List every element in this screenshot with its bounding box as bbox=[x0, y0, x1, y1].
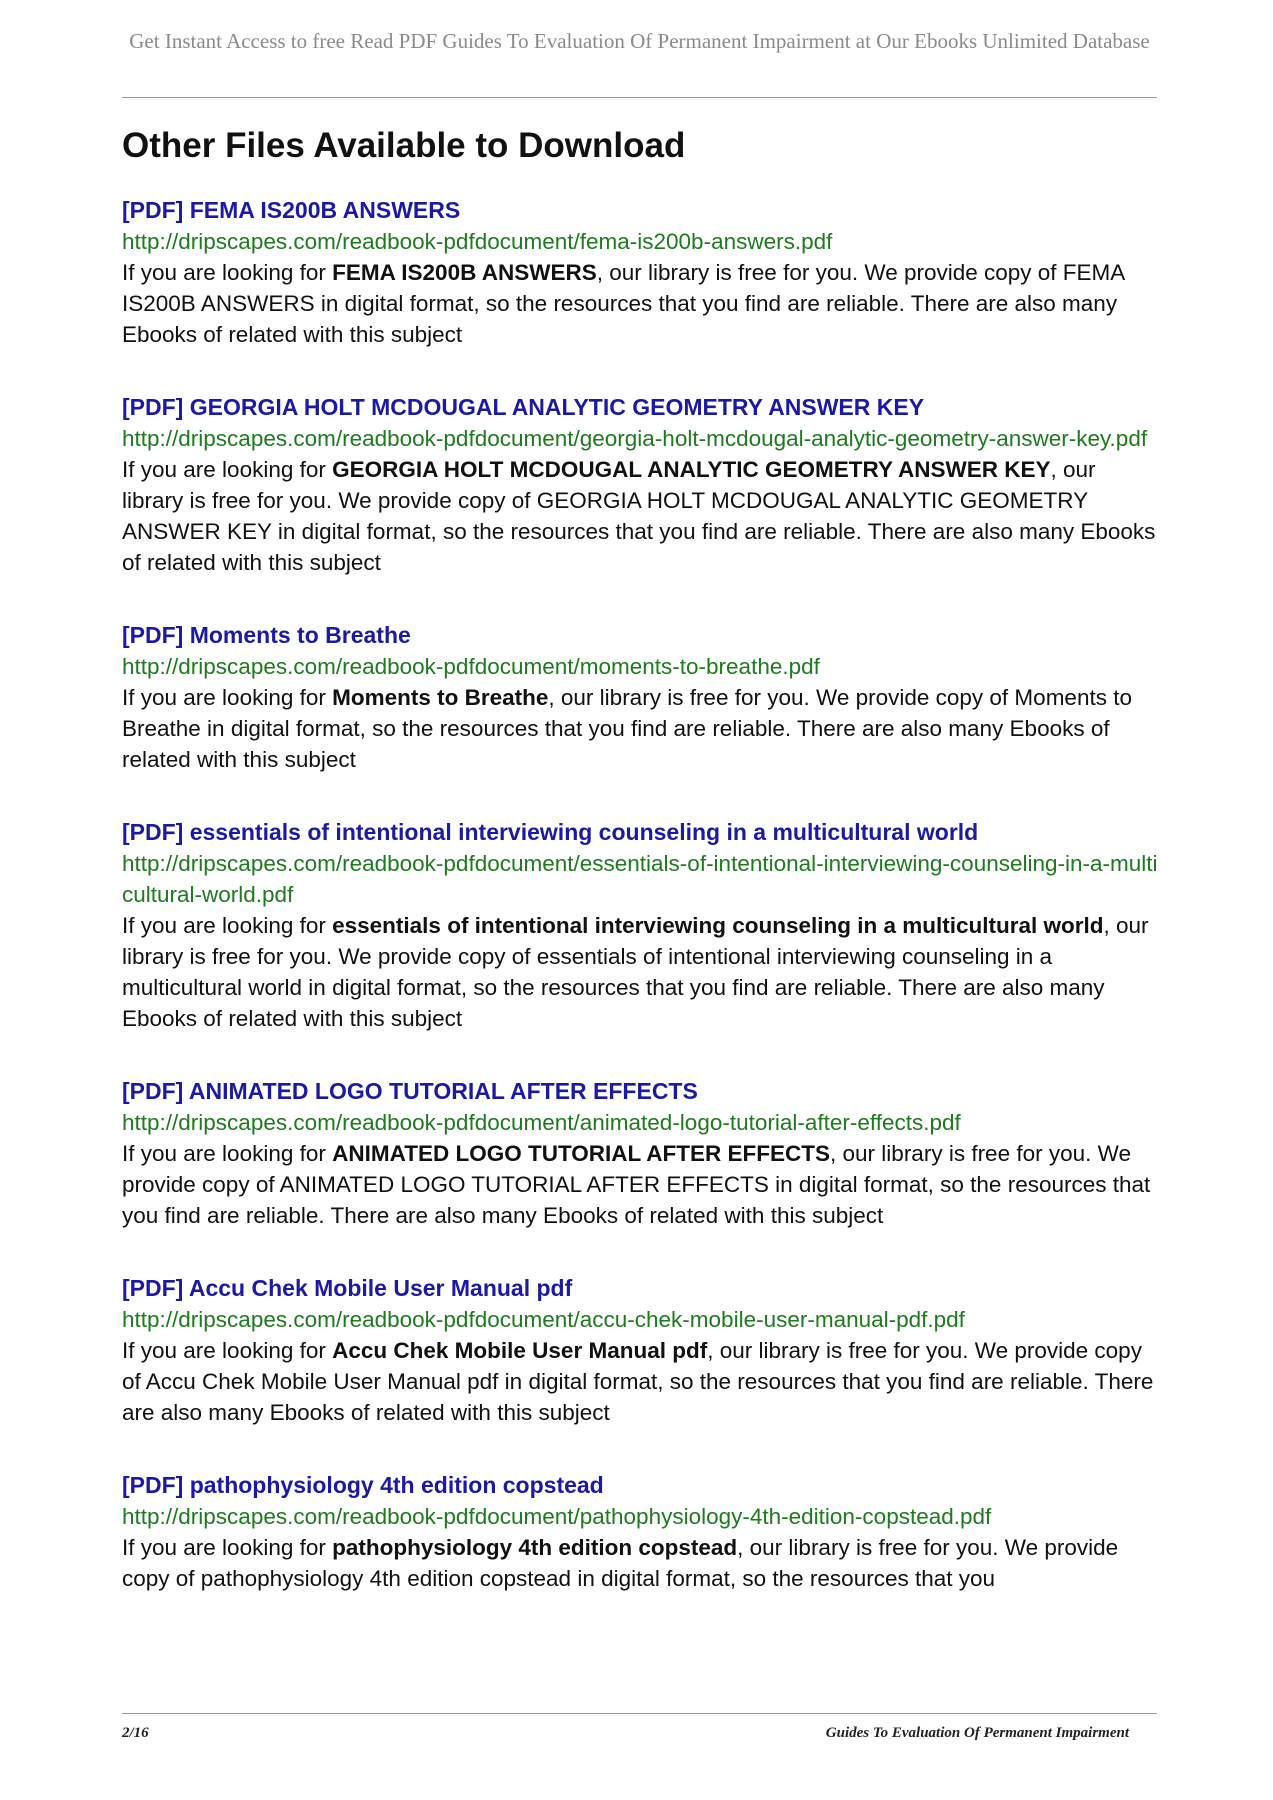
desc-suffix: , our library is free for you. We provide copy of FEMA IS200B ANSWERS in digital format, so the resources that you find are reliable. There are also many Ebooks of related with this subject bbox=[122, 260, 1125, 347]
page-title: Other Files Available to Download bbox=[122, 126, 686, 165]
entry-title-link[interactable]: [PDF] essentials of intentional interviewing counseling in a multicultural world bbox=[122, 819, 979, 845]
running-header: Get Instant Access to free Read PDF Guides To Evaluation Of Permanent Impairment at Our Ebooks Unlimited Database bbox=[129, 29, 1150, 53]
desc-suffix: , our library is free for you. We provide copy of GEORGIA HOLT MCDOUGAL ANALYTIC GEOMETRY ANSWER KEY in digital format, so the resources that you find are reliable. There are also many Ebooks of related with this subject bbox=[122, 457, 1156, 575]
desc-bold-title: FEMA IS200B ANSWERS bbox=[332, 260, 597, 285]
desc-suffix: , our library is free for you. We provide copy of Moments to Breathe in digital format, so the resources that you find are reliable. There are also many Ebooks of related with this subject bbox=[122, 685, 1132, 772]
desc-prefix: If you are looking for bbox=[122, 685, 333, 710]
desc-bold-title: pathophysiology 4th edition copstead bbox=[332, 1535, 738, 1560]
desc-bold-title: GEORGIA HOLT MCDOUGAL ANALYTIC GEOMETRY ANSWER KEY bbox=[332, 457, 1051, 482]
file-entry bbox=[122, 392, 1162, 578]
entry-description bbox=[122, 257, 1162, 350]
entry-url-link[interactable]: http://dripscapes.com/readbook-pdfdocument/fema-is200b-answers.pdf bbox=[122, 229, 833, 254]
entry-description bbox=[122, 910, 1162, 1034]
file-entry bbox=[122, 620, 1162, 775]
desc-suffix: , our library is free for you. We provide copy of essentials of intentional interviewing counseling in a multicultural world in digital format, so the resources that you find are reliable. There are also many Ebooks of related with this subject bbox=[122, 913, 1149, 1031]
desc-bold-title: ANIMATED LOGO TUTORIAL AFTER EFFECTS bbox=[332, 1141, 831, 1166]
entry-url-link[interactable]: http://dripscapes.com/readbook-pdfdocument/moments-to-breathe.pdf bbox=[122, 654, 820, 679]
entry-title-link[interactable]: [PDF] GEORGIA HOLT MCDOUGAL ANALYTIC GEOMETRY ANSWER KEY bbox=[122, 394, 925, 420]
file-entry bbox=[122, 1470, 1162, 1594]
entry-url-link[interactable]: http://dripscapes.com/readbook-pdfdocument/pathophysiology-4th-edition-copstead.pdf bbox=[122, 1504, 992, 1529]
file-list bbox=[122, 195, 1162, 1636]
entry-description bbox=[122, 1532, 1162, 1594]
entry-title-link[interactable]: [PDF] Accu Chek Mobile User Manual pdf bbox=[122, 1275, 573, 1301]
file-entry bbox=[122, 195, 1162, 350]
entry-description bbox=[122, 682, 1162, 775]
desc-bold-title: essentials of intentional interviewing counseling in a multicultural world bbox=[332, 913, 1104, 938]
entry-title-link[interactable]: [PDF] ANIMATED LOGO TUTORIAL AFTER EFFECTS bbox=[122, 1078, 698, 1104]
desc-prefix: If you are looking for bbox=[122, 1141, 333, 1166]
entry-url-link[interactable]: http://dripscapes.com/readbook-pdfdocument/georgia-holt-mcdougal-analytic-geometry-answer-key.pdf bbox=[122, 426, 1148, 451]
entry-url-link[interactable]: http://dripscapes.com/readbook-pdfdocument/animated-logo-tutorial-after-effects.pdf bbox=[122, 1110, 961, 1135]
entry-description bbox=[122, 1335, 1162, 1428]
entry-url-link[interactable]: http://dripscapes.com/readbook-pdfdocument/essentials-of-intentional-interviewing-counseling-in-a-multicultural-world.pdf bbox=[122, 851, 1158, 907]
desc-prefix: If you are looking for bbox=[122, 260, 333, 285]
desc-bold-title: Moments to Breathe bbox=[332, 685, 549, 710]
file-entry bbox=[122, 1273, 1162, 1428]
entry-title-link[interactable]: [PDF] pathophysiology 4th edition copstead bbox=[122, 1472, 604, 1498]
entry-title-link[interactable]: [PDF] FEMA IS200B ANSWERS bbox=[122, 197, 461, 223]
file-entry bbox=[122, 817, 1162, 1034]
file-entry bbox=[122, 1076, 1162, 1231]
desc-suffix: , our library is free for you. We provide copy of ANIMATED LOGO TUTORIAL AFTER EFFECTS in digital format, so the resources that you find are reliable. There are also many Ebooks of related with this subject bbox=[122, 1141, 1151, 1228]
footer-doc-title: Guides To Evaluation Of Permanent Impairment bbox=[825, 1725, 1129, 1741]
entry-title-link[interactable]: [PDF] Moments to Breathe bbox=[122, 622, 411, 648]
header-divider bbox=[122, 97, 1157, 98]
desc-suffix: , our library is free for you. We provide copy of Accu Chek Mobile User Manual pdf in digital format, so the resources that you find are reliable. There are also many Ebooks of related with this subject bbox=[122, 1338, 1154, 1425]
entry-description bbox=[122, 1138, 1162, 1231]
entry-url-link[interactable]: http://dripscapes.com/readbook-pdfdocument/accu-chek-mobile-user-manual-pdf.pdf bbox=[122, 1307, 965, 1332]
desc-prefix: If you are looking for bbox=[122, 1338, 333, 1363]
desc-prefix: If you are looking for bbox=[122, 1535, 333, 1560]
page-number: 2/16 bbox=[122, 1725, 149, 1741]
footer-divider bbox=[122, 1713, 1157, 1714]
desc-suffix: , our library is free for you. We provide copy of pathophysiology 4th edition copstead in digital format, so the resources that you bbox=[122, 1535, 1119, 1591]
desc-prefix: If you are looking for bbox=[122, 913, 333, 938]
desc-prefix: If you are looking for bbox=[122, 457, 333, 482]
entry-description bbox=[122, 454, 1162, 578]
desc-bold-title: Accu Chek Mobile User Manual pdf bbox=[332, 1338, 708, 1363]
